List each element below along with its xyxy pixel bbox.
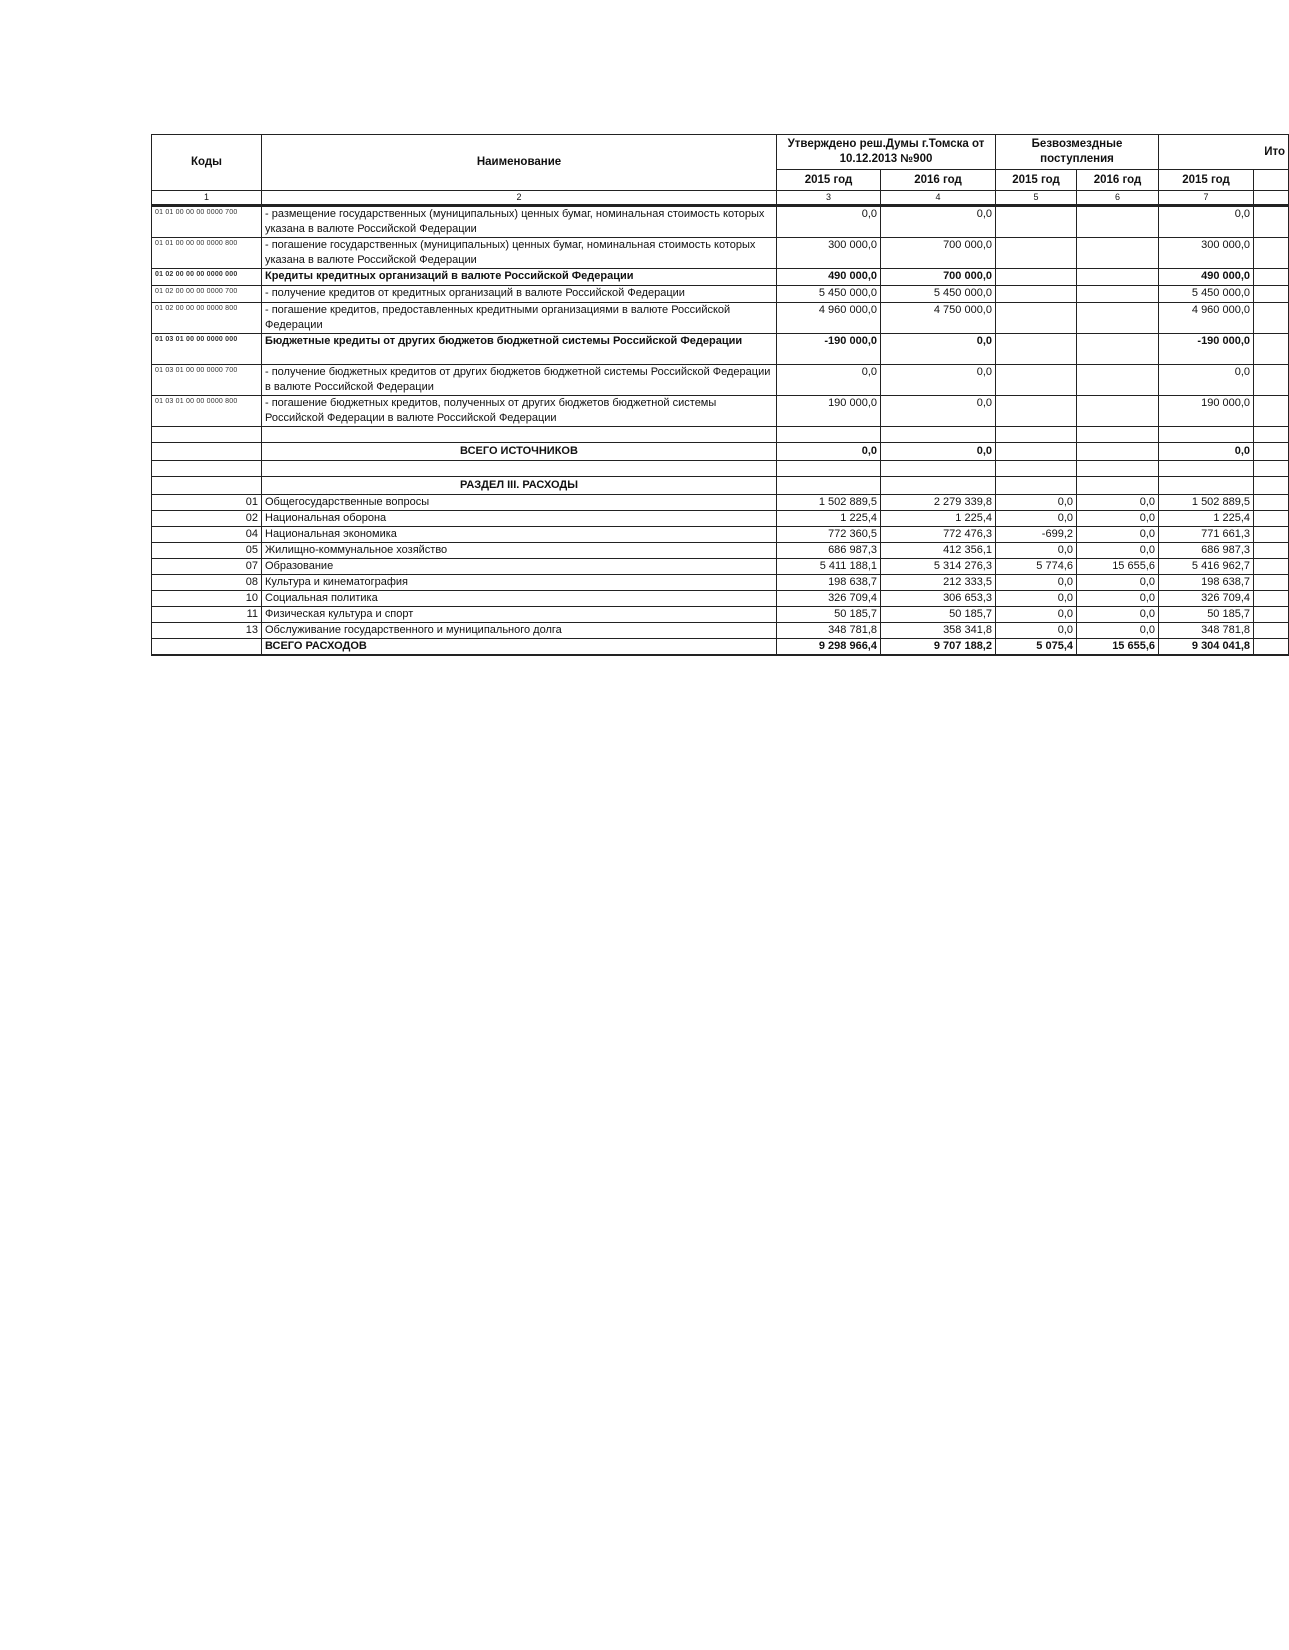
empty-cell [881, 461, 996, 477]
total-2015-value: 490 000,0 [1159, 269, 1254, 286]
extra-cell [1254, 206, 1289, 238]
expense-code: 10 [152, 591, 262, 607]
approved-2016-value: 5 314 276,3 [881, 559, 996, 575]
source-row [152, 334, 1289, 365]
approved-2016-value: 306 653,3 [881, 591, 996, 607]
gratuitous-2015-value: 0,0 [996, 543, 1077, 559]
approved-2015-value: 50 185,7 [777, 607, 881, 623]
approved-2015-value: 0,0 [777, 365, 881, 396]
source-code: 01 02 00 00 00 0000 000 [152, 269, 262, 286]
expenses-total-2016: 9 707 188,2 [881, 639, 996, 656]
gratuitous-2016-value: 0,0 [1077, 623, 1159, 639]
expense-row [152, 495, 1289, 511]
approved-2016-value: 50 185,7 [881, 607, 996, 623]
gratuitous-2015-value [996, 303, 1077, 334]
expense-row [152, 607, 1289, 623]
expense-code: 11 [152, 607, 262, 623]
empty-cell [996, 427, 1077, 443]
source-row [152, 396, 1289, 427]
extra-cell [1254, 238, 1289, 269]
gratuitous-2016-value [1077, 396, 1159, 427]
expense-row [152, 575, 1289, 591]
source-code: 01 01 00 00 00 0000 800 [152, 238, 262, 269]
expense-code: 02 [152, 511, 262, 527]
gratuitous-2016-value: 0,0 [1077, 607, 1159, 623]
gratuitous-2016-value [1077, 334, 1159, 365]
extra-cell [1254, 303, 1289, 334]
extra-cell [1254, 269, 1289, 286]
gratuitous-2016-value: 0,0 [1077, 575, 1159, 591]
extra-cell [1254, 365, 1289, 396]
gratuitous-2016-value [1077, 206, 1159, 238]
total-2015-value: 190 000,0 [1159, 396, 1254, 427]
source-row [152, 238, 1289, 269]
section-title-row [152, 477, 1289, 495]
approved-2016-value: 772 476,3 [881, 527, 996, 543]
total-2015-value: 0,0 [1159, 206, 1254, 238]
budget-table-sheet [151, 134, 1286, 656]
source-row [152, 269, 1289, 286]
expenses-total-row [152, 639, 1289, 656]
source-row [152, 303, 1289, 334]
expense-row [152, 623, 1289, 639]
expense-code: 07 [152, 559, 262, 575]
total-2015-value: 5 416 962,7 [1159, 559, 1254, 575]
approved-2016-value: 0,0 [881, 334, 996, 365]
approved-2015-value: -190 000,0 [777, 334, 881, 365]
extra-cell [1254, 623, 1289, 639]
gratuitous-2016-value [1077, 238, 1159, 269]
total-2015-value: 198 638,7 [1159, 575, 1254, 591]
empty-cell [777, 477, 881, 495]
source-code: 01 01 00 00 00 0000 700 [152, 206, 262, 238]
source-code: 01 02 00 00 00 0000 800 [152, 303, 262, 334]
source-name: Кредиты кредитных организаций в валюте Российской Федерации [262, 269, 777, 286]
source-name: Бюджетные кредиты от других бюджетов бюджетной системы Российской Федерации [262, 334, 777, 365]
expense-code: 08 [152, 575, 262, 591]
expenses-total-2015: 9 298 966,4 [777, 639, 881, 656]
approved-2016-value: 1 225,4 [881, 511, 996, 527]
total-2015-value: 0,0 [1159, 365, 1254, 396]
extra-cell [1254, 607, 1289, 623]
approved-2015-value: 198 638,7 [777, 575, 881, 591]
extra-cell [1254, 495, 1289, 511]
source-row [152, 286, 1289, 303]
empty-cell [1254, 427, 1289, 443]
extra-cell [1254, 396, 1289, 427]
gratuitous-2015-value [996, 365, 1077, 396]
approved-2016-value: 0,0 [881, 206, 996, 238]
approved-2015-value: 326 709,4 [777, 591, 881, 607]
expense-row [152, 543, 1289, 559]
sources-total-label: ВСЕГО ИСТОЧНИКОВ [262, 443, 777, 461]
extra-cell [1254, 575, 1289, 591]
table-body [152, 206, 1289, 656]
expense-name: Жилищно-коммунальное хозяйство [262, 543, 777, 559]
empty-cell [996, 443, 1077, 461]
empty-cell [1077, 477, 1159, 495]
extra-cell [1254, 543, 1289, 559]
sources-total-all-2015: 0,0 [1159, 443, 1254, 461]
approved-2015-value: 686 987,3 [777, 543, 881, 559]
empty-cell [262, 427, 777, 443]
gratuitous-2016-value [1077, 365, 1159, 396]
col-number-6: 6 [1077, 191, 1159, 206]
col-number-2: 2 [262, 191, 777, 206]
source-name: - размещение государственных (муниципальных) ценных бумаг, номинальная стоимость которых указана в валюте Российской Федерации [262, 206, 777, 238]
gratuitous-2015-value: 0,0 [996, 575, 1077, 591]
gratuitous-2016-value: 15 655,6 [1077, 559, 1159, 575]
col-number-3: 3 [777, 191, 881, 206]
header-year-2015-approved: 2015 год [777, 170, 881, 191]
source-code: 01 03 01 00 00 0000 000 [152, 334, 262, 365]
approved-2015-value: 772 360,5 [777, 527, 881, 543]
approved-2015-value: 5 411 188,1 [777, 559, 881, 575]
total-2015-value: 326 709,4 [1159, 591, 1254, 607]
extra-cell [1254, 527, 1289, 543]
approved-2016-value: 212 333,5 [881, 575, 996, 591]
empty-cell [152, 477, 262, 495]
sources-total-2016: 0,0 [881, 443, 996, 461]
gratuitous-2016-value [1077, 286, 1159, 303]
empty-cell [1077, 427, 1159, 443]
expense-name: Физическая культура и спорт [262, 607, 777, 623]
empty-cell [777, 427, 881, 443]
total-2015-value: 5 450 000,0 [1159, 286, 1254, 303]
approved-2015-value: 5 450 000,0 [777, 286, 881, 303]
source-row [152, 365, 1289, 396]
total-2015-value: 771 661,3 [1159, 527, 1254, 543]
total-2015-value: -190 000,0 [1159, 334, 1254, 365]
empty-cell [1159, 461, 1254, 477]
expenses-total-label: ВСЕГО РАСХОДОВ [262, 639, 777, 656]
approved-2016-value: 4 750 000,0 [881, 303, 996, 334]
total-2015-value: 686 987,3 [1159, 543, 1254, 559]
total-2015-value: 1 225,4 [1159, 511, 1254, 527]
sources-total-row [152, 443, 1289, 461]
gratuitous-2016-value [1077, 303, 1159, 334]
expense-name: Образование [262, 559, 777, 575]
gratuitous-2016-value: 0,0 [1077, 511, 1159, 527]
blank-row [152, 427, 1289, 443]
empty-cell [881, 427, 996, 443]
approved-2015-value: 300 000,0 [777, 238, 881, 269]
empty-cell [777, 461, 881, 477]
gratuitous-2016-value: 0,0 [1077, 591, 1159, 607]
gratuitous-2015-value: 0,0 [996, 511, 1077, 527]
expense-name: Социальная политика [262, 591, 777, 607]
gratuitous-2015-value: 0,0 [996, 495, 1077, 511]
gratuitous-2015-value: -699,2 [996, 527, 1077, 543]
header-gratuitous: Безвозмездные поступления [996, 135, 1159, 170]
gratuitous-2016-value [1077, 269, 1159, 286]
expense-row [152, 527, 1289, 543]
approved-2016-value: 0,0 [881, 396, 996, 427]
extra-cell [1254, 511, 1289, 527]
empty-cell [1159, 427, 1254, 443]
approved-2016-value: 2 279 339,8 [881, 495, 996, 511]
gratuitous-2016-value: 0,0 [1077, 543, 1159, 559]
col-number-1: 1 [152, 191, 262, 206]
expense-code: 05 [152, 543, 262, 559]
source-code: 01 03 01 00 00 0000 700 [152, 365, 262, 396]
expense-name: Обслуживание государственного и муниципального долга [262, 623, 777, 639]
approved-2015-value: 348 781,8 [777, 623, 881, 639]
gratuitous-2015-value: 0,0 [996, 623, 1077, 639]
gratuitous-2015-value [996, 286, 1077, 303]
total-2015-value: 50 185,7 [1159, 607, 1254, 623]
extra-cell [1254, 286, 1289, 303]
gratuitous-2016-value: 0,0 [1077, 527, 1159, 543]
gratuitous-2015-value: 0,0 [996, 591, 1077, 607]
source-name: - получение кредитов от кредитных организаций в валюте Российской Федерации [262, 286, 777, 303]
approved-2016-value: 0,0 [881, 365, 996, 396]
empty-cell [1254, 477, 1289, 495]
empty-cell [996, 461, 1077, 477]
approved-2016-value: 412 356,1 [881, 543, 996, 559]
gratuitous-2015-value [996, 238, 1077, 269]
gratuitous-2015-value [996, 269, 1077, 286]
total-2015-value: 348 781,8 [1159, 623, 1254, 639]
expense-name: Национальная экономика [262, 527, 777, 543]
expense-row [152, 591, 1289, 607]
header-year-2016-approved: 2016 год [881, 170, 996, 191]
expense-code: 01 [152, 495, 262, 511]
source-row [152, 206, 1289, 238]
empty-cell [1159, 477, 1254, 495]
empty-cell [152, 639, 262, 656]
source-name: - погашение кредитов, предоставленных кредитными организациями в валюте Российской Федерации [262, 303, 777, 334]
extra-cell [1254, 591, 1289, 607]
total-2015-value: 1 502 889,5 [1159, 495, 1254, 511]
approved-2015-value: 0,0 [777, 206, 881, 238]
approved-2016-value: 700 000,0 [881, 269, 996, 286]
col-number-8 [1254, 191, 1289, 206]
empty-cell [996, 477, 1077, 495]
header-name: Наименование [262, 135, 777, 191]
expense-name: Культура и кинематография [262, 575, 777, 591]
expenses-total-gratuitous-2015: 5 075,4 [996, 639, 1077, 656]
approved-2015-value: 4 960 000,0 [777, 303, 881, 334]
col-number-4: 4 [881, 191, 996, 206]
extra-cell [1254, 334, 1289, 365]
source-code: 01 03 01 00 00 0000 800 [152, 396, 262, 427]
total-2015-value: 300 000,0 [1159, 238, 1254, 269]
empty-cell [1254, 461, 1289, 477]
header-year-extra [1254, 170, 1289, 191]
header-year-2015-gratuitous: 2015 год [996, 170, 1077, 191]
gratuitous-2015-value: 0,0 [996, 607, 1077, 623]
header-codes: Коды [152, 135, 262, 191]
expense-row [152, 511, 1289, 527]
expense-code: 13 [152, 623, 262, 639]
gratuitous-2015-value: 5 774,6 [996, 559, 1077, 575]
gratuitous-2015-value [996, 396, 1077, 427]
col-number-5: 5 [996, 191, 1077, 206]
source-name: - получение бюджетных кредитов от других бюджетов бюджетной системы Российской Федерации в валюте Российской Федерации [262, 365, 777, 396]
source-name: - погашение государственных (муниципальных) ценных бумаг, номинальная стоимость которых указана в валюте Российской Федерации [262, 238, 777, 269]
approved-2015-value: 490 000,0 [777, 269, 881, 286]
total-2015-value: 4 960 000,0 [1159, 303, 1254, 334]
approved-2015-value: 1 502 889,5 [777, 495, 881, 511]
empty-cell [152, 443, 262, 461]
expense-row [152, 559, 1289, 575]
source-name: - погашение бюджетных кредитов, полученных от других бюджетов бюджетной системы Российской Федерации в валюте Российской Федерации [262, 396, 777, 427]
extra-cell [1254, 443, 1289, 461]
empty-cell [1077, 461, 1159, 477]
header-year-2015-total: 2015 год [1159, 170, 1254, 191]
empty-cell [881, 477, 996, 495]
source-code: 01 02 00 00 00 0000 700 [152, 286, 262, 303]
expense-name: Общегосударственные вопросы [262, 495, 777, 511]
header-itogo: Ито [1159, 135, 1289, 170]
approved-2016-value: 358 341,8 [881, 623, 996, 639]
approved-2016-value: 700 000,0 [881, 238, 996, 269]
empty-cell [1077, 443, 1159, 461]
approved-2016-value: 5 450 000,0 [881, 286, 996, 303]
expense-code: 04 [152, 527, 262, 543]
approved-2015-value: 190 000,0 [777, 396, 881, 427]
header-year-2016-gratuitous: 2016 год [1077, 170, 1159, 191]
extra-cell [1254, 639, 1289, 656]
extra-cell [1254, 559, 1289, 575]
col-number-7: 7 [1159, 191, 1254, 206]
gratuitous-2015-value [996, 334, 1077, 365]
empty-cell [152, 427, 262, 443]
gratuitous-2016-value: 0,0 [1077, 495, 1159, 511]
header-approved: Утверждено реш.Думы г.Томска от 10.12.2013 №900 [777, 135, 996, 170]
sources-total-2015: 0,0 [777, 443, 881, 461]
approved-2015-value: 1 225,4 [777, 511, 881, 527]
expense-name: Национальная оборона [262, 511, 777, 527]
expenses-total-all-2015: 9 304 041,8 [1159, 639, 1254, 656]
blank-row [152, 461, 1289, 477]
empty-cell [262, 461, 777, 477]
empty-cell [152, 461, 262, 477]
gratuitous-2015-value [996, 206, 1077, 238]
expenses-total-gratuitous-2016: 15 655,6 [1077, 639, 1159, 656]
budget-table [151, 134, 1289, 656]
section-title: РАЗДЕЛ III. РАСХОДЫ [262, 477, 777, 495]
